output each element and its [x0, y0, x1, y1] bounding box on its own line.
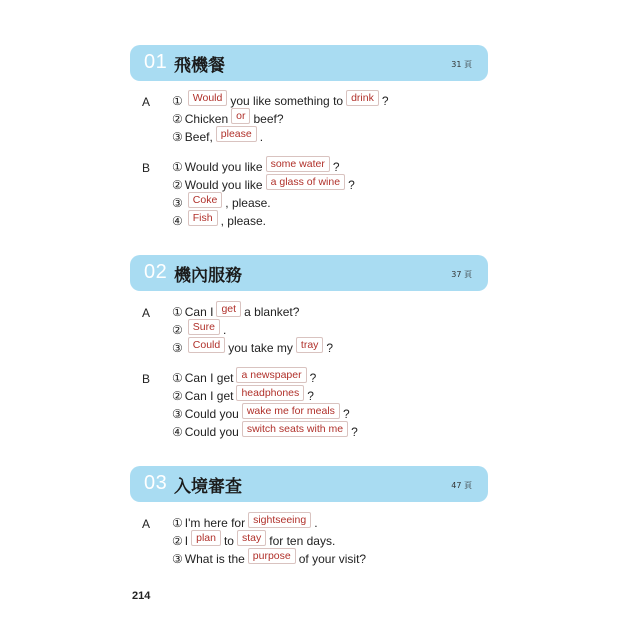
section-title: 飛機餐	[174, 56, 225, 76]
answer-box: wake me for meals	[242, 403, 340, 419]
exercise-line: ① Would you like some water ?	[172, 158, 340, 174]
answer-box: stay	[237, 530, 266, 546]
section-header-03	[130, 466, 488, 502]
answer-box: Coke	[188, 192, 223, 208]
section-title: 機內服務	[174, 266, 242, 286]
group-label-b: B	[142, 161, 151, 175]
exercise-line: ④ Fish , please.	[172, 212, 266, 228]
answer-box: Sure	[188, 319, 220, 335]
exercise-line: ① I'm here for sightseeing .	[172, 514, 318, 530]
page-number: 214	[132, 590, 151, 602]
section-number: 02	[144, 261, 168, 283]
exercise-line: ③ Beef, please .	[172, 128, 264, 144]
section-title: 入境審查	[174, 477, 242, 497]
exercise-line: ③ Coke , please.	[172, 194, 271, 210]
answer-box: headphones	[236, 385, 304, 401]
section-page-ref: 37 頁	[451, 270, 472, 279]
exercise-line: ① Can I get a blanket?	[172, 303, 300, 319]
exercise-line: ① Can I get a newspaper ?	[172, 369, 317, 385]
answer-box: a glass of wine	[266, 174, 345, 190]
answer-box: switch seats with me	[242, 421, 348, 437]
answer-box: get	[216, 301, 241, 317]
answer-box: Would	[188, 90, 228, 106]
answer-box: tray	[296, 337, 324, 353]
group-label-a: A	[142, 517, 151, 531]
exercise-line: ③ Could you take my tray ?	[172, 339, 334, 355]
group-label-b: B	[142, 372, 151, 386]
answer-box: please	[216, 126, 257, 142]
exercise-line: ③ Could you wake me for meals ?	[172, 405, 350, 421]
answer-box: purpose	[248, 548, 296, 564]
answer-box: Fish	[188, 210, 218, 226]
answer-box: drink	[346, 90, 379, 106]
answer-box: sightseeing	[248, 512, 311, 528]
section-header-02	[130, 255, 488, 291]
exercise-line: ② I plan to stay for ten days.	[172, 532, 336, 548]
section-page-ref: 31 頁	[451, 60, 472, 69]
section-header-01	[130, 45, 488, 81]
exercise-line: ① Would you like something to drink ?	[172, 92, 389, 108]
section-page-ref: 47 頁	[451, 481, 472, 490]
exercise-line: ② Would you like a glass of wine ?	[172, 176, 355, 192]
group-label-a: A	[142, 306, 151, 320]
exercise-line: ② Chicken or beef?	[172, 110, 284, 126]
answer-box: some water	[266, 156, 330, 172]
answer-box: or	[231, 108, 250, 124]
exercise-line: ② Can I get headphones ?	[172, 387, 314, 403]
answer-box: Could	[188, 337, 225, 353]
answer-box: plan	[191, 530, 221, 546]
exercise-line: ② Sure .	[172, 321, 227, 337]
answer-box: a newspaper	[236, 367, 306, 383]
group-label-a: A	[142, 95, 151, 109]
exercise-line: ③ What is the purpose of your visit?	[172, 550, 367, 566]
section-number: 03	[144, 472, 168, 494]
exercise-line: ④ Could you switch seats with me ?	[172, 423, 358, 439]
section-number: 01	[144, 51, 168, 73]
